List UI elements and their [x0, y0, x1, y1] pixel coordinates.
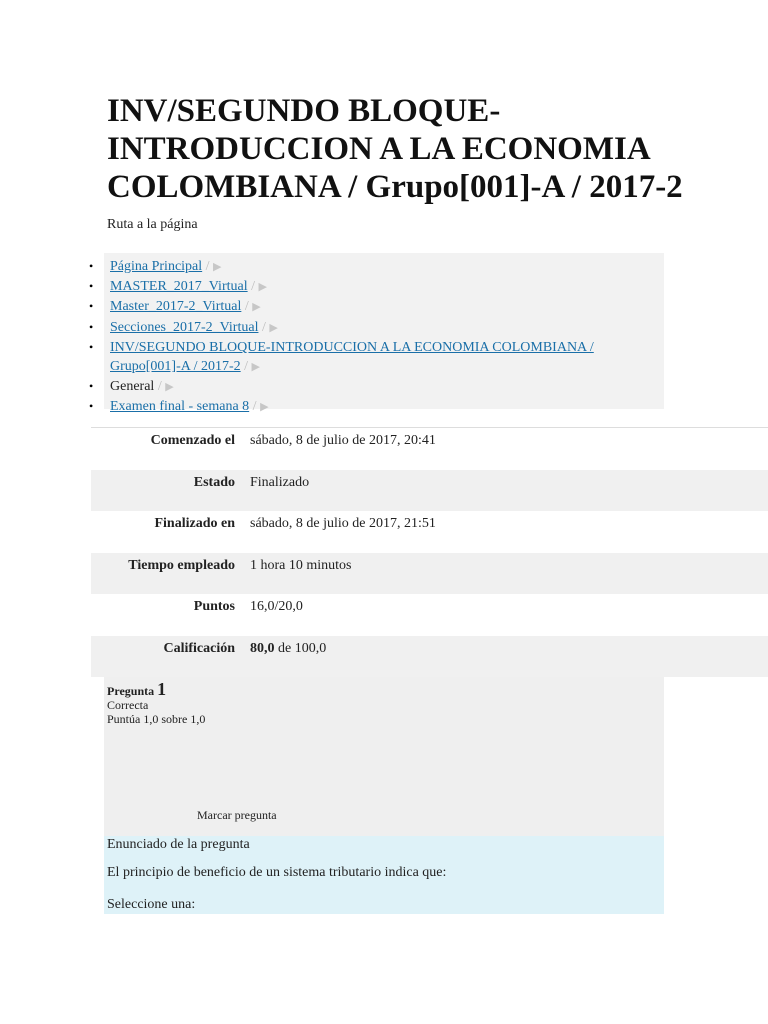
breadcrumb-arrow-icon: ▶	[252, 301, 261, 314]
breadcrumb-link[interactable]: INV/SEGUNDO BLOQUE-INTRODUCCION A LA ECONOMIA COLOMBIANA / Grupo[001]-A / 2017-2	[110, 339, 594, 375]
grade-value: 80,0	[250, 640, 275, 656]
breadcrumb-item	[110, 257, 664, 277]
breadcrumb-separator: /	[244, 299, 249, 315]
breadcrumb-text: General	[110, 379, 155, 395]
summary-label: Comenzado el	[150, 433, 235, 448]
summary-row	[91, 553, 768, 595]
breadcrumb-item	[110, 377, 664, 397]
breadcrumb-separator: /	[251, 279, 255, 295]
question-text: El principio de beneficio de un sistema tributario indica que:	[107, 865, 447, 880]
grade-total: de 100,0	[274, 640, 327, 656]
summary-value	[235, 636, 326, 678]
breadcrumb-link[interactable]: Master_2017-2_Virtual	[110, 299, 242, 315]
breadcrumb-item	[110, 297, 664, 317]
breadcrumb-arrow-icon: ▶	[213, 261, 222, 273]
breadcrumb-arrow-icon: ▶	[260, 401, 269, 414]
question-state: Correcta	[107, 698, 149, 712]
breadcrumb-separator: /	[261, 319, 266, 335]
question-label: Pregunta	[107, 684, 155, 698]
summary-row	[91, 636, 768, 678]
question-number	[107, 679, 166, 700]
breadcrumb-separator: /	[252, 399, 257, 415]
breadcrumb	[104, 253, 664, 415]
route-label: Ruta a la página	[107, 217, 198, 232]
breadcrumb-link[interactable]: Página Principal	[110, 259, 203, 274]
summary-label: Puntos	[193, 599, 235, 614]
summary-label: Tiempo empleado	[128, 557, 235, 573]
summary-label: Calificación	[163, 640, 235, 656]
flag-question-link[interactable]: Marcar pregunta	[197, 808, 277, 822]
breadcrumb-separator: /	[244, 359, 249, 375]
breadcrumb-arrow-icon: ▶	[165, 381, 174, 394]
breadcrumb-arrow-icon: ▶	[269, 321, 278, 334]
breadcrumb-list	[104, 253, 664, 418]
summary-value: 1 hora 10 minutos	[250, 557, 352, 573]
breadcrumb-arrow-icon: ▶	[251, 361, 261, 374]
question-content	[104, 836, 664, 914]
page-title-line-1: INV/SEGUNDO BLOQUE-	[107, 93, 501, 129]
summary-row	[91, 594, 768, 636]
breadcrumb-link[interactable]: Examen final - semana 8	[110, 399, 250, 415]
breadcrumb-link[interactable]: Secciones_2017-2_Virtual	[110, 319, 259, 335]
breadcrumb-item	[110, 397, 664, 417]
summary-row	[91, 428, 768, 470]
page-title-line-2: INTRODUCCION A LA ECONOMIA	[107, 131, 651, 167]
summary-value: Finalizado	[250, 474, 310, 490]
question-grade: Puntúa 1,0 sobre 1,0	[107, 712, 206, 726]
breadcrumb-link[interactable]: MASTER_2017_Virtual	[110, 279, 248, 295]
summary-row	[91, 470, 768, 512]
attempt-summary-table	[91, 427, 768, 677]
breadcrumb-item	[110, 338, 664, 377]
breadcrumb-item	[110, 277, 664, 297]
question-number-value: 1	[157, 679, 167, 699]
breadcrumb-item	[110, 318, 664, 338]
breadcrumb-separator: /	[157, 379, 162, 395]
breadcrumb-arrow-icon: ▶	[258, 281, 267, 294]
summary-value: sábado, 8 de julio de 2017, 21:51	[250, 516, 436, 531]
question-prompt: Seleccione una:	[107, 897, 196, 912]
question-content-header: Enunciado de la pregunta	[107, 837, 250, 852]
summary-row	[91, 511, 768, 553]
breadcrumb-separator: /	[205, 259, 210, 274]
summary-value: 16,0/20,0	[250, 599, 303, 614]
page-title-line-3: COLOMBIANA / Grupo[001]-A / 2017-2	[107, 169, 683, 205]
page-title	[107, 92, 707, 206]
question-info-panel	[104, 677, 664, 836]
summary-label: Finalizado en	[154, 516, 235, 531]
summary-label: Estado	[193, 474, 235, 490]
summary-value: sábado, 8 de julio de 2017, 20:41	[250, 433, 436, 448]
